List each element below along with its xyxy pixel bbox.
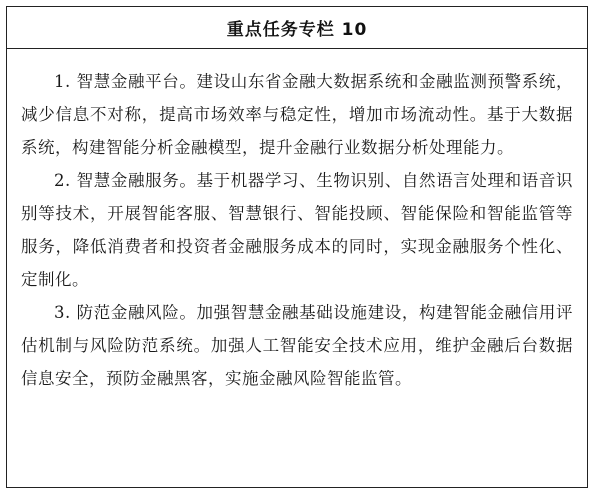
paragraph-smart-finance-platform: 1. 智慧金融平台。建设山东省金融大数据系统和金融监测预警系统，减少信息不对称，提高市场效率与稳定性，增加市场流动性。基于大数据系统，构建智能分析金融模型，提升金融行业数据分析处理能力。: [21, 72, 573, 157]
box-title: 重点任务专栏 10: [7, 7, 587, 49]
paragraph-smart-finance-services: 2. 智慧金融服务。基于机器学习、生物识别、自然语言处理和语音识别等技术，开展智能客服、智慧银行、智能投顾、智能保险和智能监管等服务，降低消费者和投资者金融服务成本的同时，实现金融服务个性化、定制化。: [21, 171, 573, 289]
box-content: [7, 49, 587, 395]
paragraph-finance-risk-prevention: 3. 防范金融风险。加强智慧金融基础设施建设，构建智能金融信用评估机制与风险防范系统。加强人工智能安全技术应用，维护金融后台数据信息安全，预防金融黑客，实施金融风险智能监管。: [21, 303, 573, 388]
task-column-box: [6, 6, 588, 488]
